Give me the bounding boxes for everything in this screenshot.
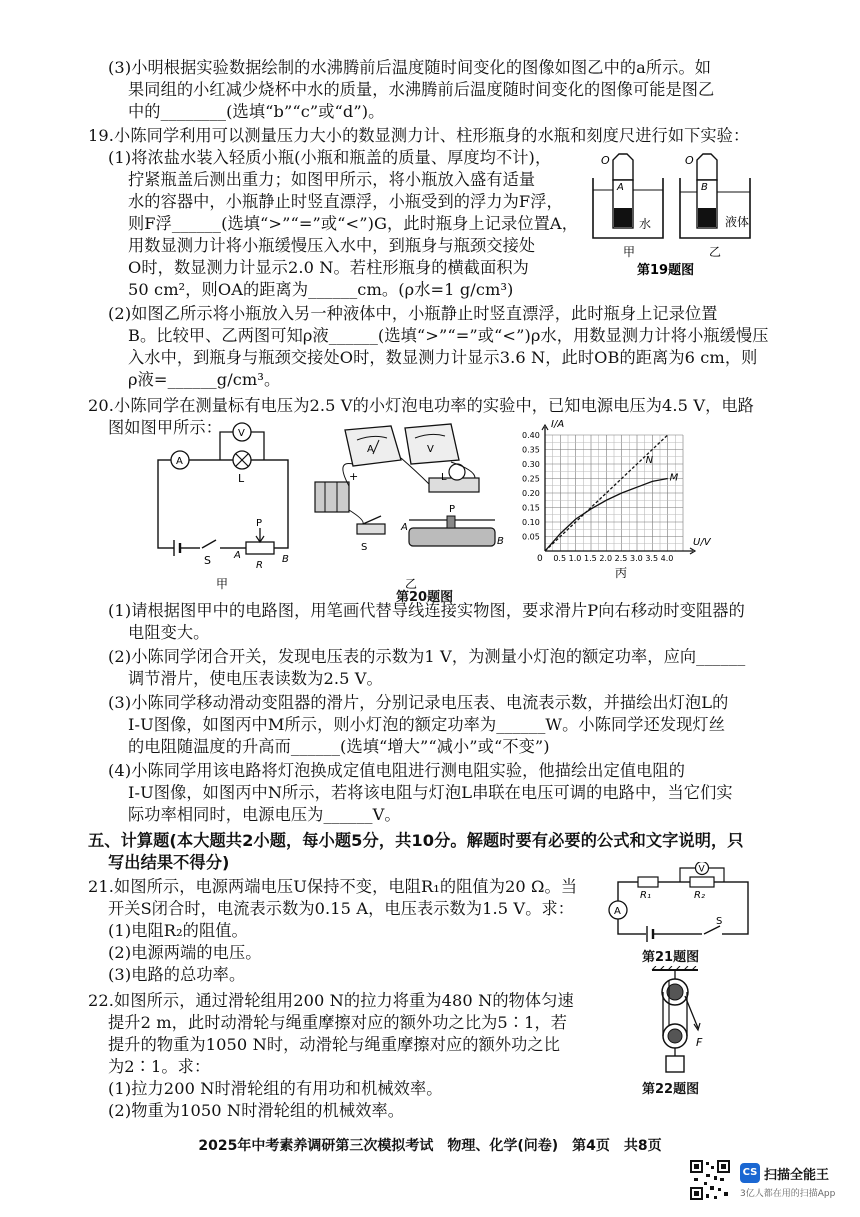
- q22-line-4: 为2∶1。求：: [108, 1057, 211, 1076]
- fig19-o-left: O: [601, 154, 610, 167]
- q22-line-1: 22.如图所示，通过滑轮组用200 N的拉力将重为480 N的物体匀速: [88, 991, 574, 1010]
- switch-device-label: S: [361, 542, 368, 553]
- y-tick-label: 0.10: [522, 518, 540, 527]
- q20-3-line-2: I-U图像，如图丙中M所示，则小灯泡的额定功率为______W。小陈同学还发现灯丝: [128, 715, 726, 734]
- fig21-caption: 第21题图: [642, 950, 700, 965]
- fig19-brine-left: [614, 208, 632, 227]
- fig19-caption: 第19题图: [637, 263, 695, 278]
- q19-1-line-3: 水的容器中，小瓶静止时竖直漂浮，小瓶受到的浮力为F浮，: [128, 192, 563, 211]
- q19-1-line-5: 用数显测力计将小瓶缓慢压入水中，到瓶身与瓶颈交接处: [128, 236, 536, 255]
- battery-pack: [315, 482, 349, 512]
- q20-3-line-3: 的电阻随温度的升高而______(选填“增大”“减小”或“不变”): [128, 737, 550, 756]
- lamp-label: L: [238, 472, 245, 485]
- fig19-yi-label: 乙: [709, 245, 722, 259]
- q22-line-3: 提升的物重为1050 N时，动滑轮与绳重摩擦对应的额外功之比: [108, 1035, 561, 1054]
- q19-1-line-2: 拧紧瓶盖后测出重力；如图甲所示，将小瓶放入盛有适量: [128, 170, 536, 189]
- fig19-a-label: A: [617, 182, 624, 193]
- figure-20-jia-circuit: [150, 420, 300, 590]
- fig21-switch-label: S: [716, 916, 723, 927]
- rheostat-device: [409, 528, 495, 546]
- q20-2-line-1: (2)小陈同学闭合开关，发现电压表的示数为1 V，为测量小灯泡的额定功率，应向______: [108, 647, 746, 666]
- qr-code-icon: [690, 1160, 730, 1200]
- figure-20-bing-chart: [515, 415, 715, 585]
- y-tick-label: 0.05: [522, 532, 540, 542]
- terminal-b-label: B: [282, 554, 289, 565]
- section-five-heading: 五、计算题(本大题共2小题，每小题5分，共10分。解题时要有必要的公式和文字说明，只: [88, 831, 744, 850]
- y-tick-label: 0.30: [522, 460, 540, 469]
- fig22-weight: [666, 1056, 684, 1072]
- q18-3-line-1: (3)小明根据实验数据绘制的水沸腾前后温度随时间变化的图像如图乙中的a所示。如: [108, 58, 712, 77]
- fig19-water-label: 水: [639, 217, 652, 231]
- fig22-caption: 第22题图: [642, 1082, 700, 1097]
- chart-ylabel: I/A: [551, 419, 565, 430]
- q21-sub-3: (3)电路的总功率。: [108, 965, 246, 984]
- q19-2-line-4: ρ液=______g/cm³。: [128, 370, 281, 389]
- fig21-r1: [638, 877, 658, 887]
- q20-title-1: 20.小陈同学在测量标有电压为2.5 V的小灯泡电功率的实验中，已知电源电压为4.5 V，电路: [88, 396, 754, 415]
- x-tick-label: 4.0: [660, 554, 674, 563]
- q20-4-line-3: 际功率相同时，电源电压为______V。: [128, 805, 401, 824]
- fig20-bing-label: 丙: [615, 566, 628, 580]
- ammeter-label: A: [176, 456, 183, 467]
- figure-20-yi-setup: [305, 420, 515, 590]
- fig19-brine-right: [698, 208, 716, 227]
- rheostat-a-label: A: [401, 522, 408, 533]
- q20-3-line-1: (3)小陈同学移动滑动变阻器的滑片，分别记录电压表、电流表示数，并描绘出灯泡L的: [108, 693, 729, 712]
- q19-title: 19.小陈同学利用可以测量压力大小的数显测力计、柱形瓶身的水瓶和刻度尺进行如下实验：: [88, 126, 750, 145]
- rheostat-symbol: [246, 542, 274, 554]
- q21-line-1: 21.如图所示，电源两端电压U保持不变，电阻R₁的阻值为20 Ω。当: [88, 877, 578, 896]
- fig19-b-label: B: [701, 182, 708, 193]
- y-tick-label: 0.20: [522, 489, 540, 498]
- q20-1-line-1: (1)请根据图甲中的电路图，用笔画代替导线连接实物图，要求滑片P向右移动时变阻器的: [108, 601, 745, 620]
- switch-device: [357, 524, 385, 534]
- brand-name: 扫描全能王: [764, 1168, 830, 1183]
- x-tick-label: 3.0: [630, 554, 643, 563]
- terminal-a-label: A: [234, 550, 241, 561]
- q21-sub-1: (1)电阻R₂的阻值。: [108, 921, 248, 940]
- rheostat-r-label: R: [256, 560, 263, 571]
- page-footer: 2025年中考素养调研第三次模拟考试 物理、化学(问卷) 第4页 共8页: [198, 1138, 662, 1154]
- ammeter-device-label: A: [367, 444, 374, 455]
- chart-grid: [545, 435, 683, 551]
- fig19-liquid-label: 液体: [725, 215, 750, 229]
- y-tick-label: 0.40: [522, 431, 540, 440]
- series-label-M: M: [669, 472, 679, 484]
- lamp-device-label: L: [441, 472, 447, 483]
- x-tick-label: 3.5: [645, 554, 659, 563]
- wire-3: [349, 510, 363, 524]
- q20-4-line-2: I-U图像，如图丙中N所示，若将该电阻与灯泡L串联在电压可调的电路中，当它们实: [128, 783, 733, 802]
- y-tick-label: 0.15: [522, 503, 540, 513]
- fig20-caption: 第20题图: [396, 590, 454, 605]
- y-tick-label: 0.25: [522, 474, 540, 484]
- q19-1-line-7: 50 cm²，则OA的距离为______cm。(ρ水=1 g/cm³): [128, 280, 514, 299]
- fig21-r2: [690, 877, 714, 887]
- fig21-r1-label: R₁: [640, 890, 651, 901]
- chart-xlabel: U/V: [693, 537, 711, 548]
- fig19-o-right: O: [685, 154, 694, 167]
- fig19-bottle-neck-left: [613, 154, 633, 180]
- q22-sub-1: (1)拉力200 N时滑轮组的有用功和机械效率。: [108, 1079, 443, 1098]
- q19-1-line-6: O时，数显测力计显示2.0 N。若柱形瓶身的横截面积为: [128, 258, 529, 277]
- q20-title-2: 图如图甲所示：: [108, 418, 223, 437]
- switch-label: S: [204, 554, 211, 567]
- q22-line-2: 提升2 m，此时动滑轮与绳重摩擦对应的额外功之比为5∶1，若: [108, 1013, 568, 1032]
- brand-logo-icon: CS: [740, 1163, 760, 1183]
- figure-21-circuit: [600, 862, 760, 944]
- rheostat-p-label: P: [449, 504, 456, 515]
- x-tick-label: 2.0: [599, 554, 613, 563]
- rheostat-b-label: B: [497, 536, 504, 547]
- battery-plus-label: +: [349, 470, 359, 483]
- q22-sub-2: (2)物重为1050 N时滑轮组的机械效率。: [108, 1101, 405, 1120]
- x-tick-label: 1.0: [568, 554, 582, 563]
- section-five-heading-2: 写出结果不得分): [108, 853, 230, 872]
- circuit-main-loop: [158, 460, 288, 548]
- fig19-bottle-neck-right: [697, 154, 717, 180]
- q18-3-line-2: 果同组的小红减少烧杯中水的质量，水沸腾前后温度随时间变化的图像可能是图乙: [128, 80, 715, 99]
- q21-line-2: 开关S闭合时，电流表示数为0.15 A，电压表示数为1.5 V。求：: [108, 899, 575, 918]
- brand-tagline: 3亿人都在用的扫描App: [740, 1189, 836, 1199]
- fig20-yi-label: 乙: [405, 577, 418, 590]
- fig21-voltmeter-label: V: [698, 864, 705, 875]
- figure-22-pulley: [640, 966, 720, 1076]
- fig21-ammeter-label: A: [614, 906, 621, 917]
- q19-2-line-3: 入水中，到瓶身与瓶颈交接处O时，数显测力计显示3.6 N，此时OB的距离为6 cm，则: [128, 348, 758, 367]
- lamp-holder: [429, 478, 479, 492]
- q20-1-line-2: 电阻变大。: [128, 623, 210, 642]
- q20-2-line-2: 调节滑片，使电压表读数为2.5 V。: [128, 669, 383, 688]
- x-tick-label: 1.5: [584, 554, 597, 563]
- q21-sub-2: (2)电源两端的电压。: [108, 943, 262, 962]
- fig19-jia-label: 甲: [623, 245, 636, 259]
- slider-p-label: P: [256, 518, 263, 529]
- chart-origin-label: 0: [537, 554, 543, 564]
- q19-1-line-4: 则F浮______(选填“>”“=”或“<”)G，此时瓶身上记录位置A，: [128, 214, 578, 233]
- q20-4-line-1: (4)小陈同学用该电路将灯泡换成定值电阻进行测电阻实验，他描绘出定值电阻的: [108, 761, 686, 780]
- fig22-force-label: F: [696, 1036, 703, 1049]
- figure-19: [585, 150, 760, 280]
- fig20-jia-label: 甲: [216, 577, 229, 590]
- q18-3-line-3: 中的________(选填“b”“c”或“d”)。: [128, 102, 385, 121]
- voltmeter-device-label: V: [427, 444, 434, 455]
- series-label-N: N: [645, 455, 654, 466]
- q19-2-line-2: B。比较甲、乙两图可知ρ液______(选填“>”“=”或“<”)ρ水，用数显测力计将小瓶缓慢压: [128, 326, 769, 345]
- fig21-loop: [618, 882, 748, 934]
- x-tick-label: 2.5: [614, 554, 628, 563]
- q19-2-line-1: (2)如图乙所示将小瓶放入另一种液体中，小瓶静止时竖直漂浮，此时瓶身上记录位置: [108, 304, 718, 323]
- x-tick-label: 0.5: [553, 554, 567, 563]
- q19-1-line-1: (1)将浓盐水装入轻质小瓶(小瓶和瓶盖的质量、厚度均不计)，: [108, 148, 552, 167]
- y-tick-label: 0.35: [522, 445, 540, 455]
- scanner-brand: [740, 1163, 852, 1203]
- voltmeter-label: V: [238, 428, 245, 439]
- fig21-r2-label: R₂: [694, 890, 705, 901]
